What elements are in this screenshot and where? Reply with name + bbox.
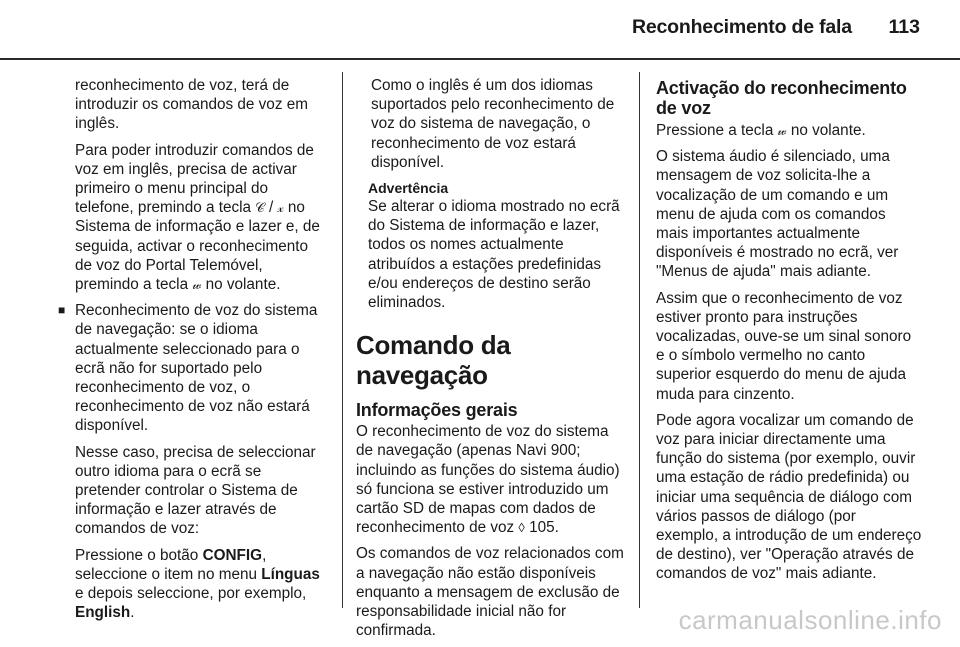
col1-p4-text-b: , seleccione o item no menu xyxy=(75,546,267,583)
col1-p4-text-a: Pressione o botão xyxy=(75,546,203,564)
section-title: Comando da navegação xyxy=(356,330,511,391)
col3-heading: Activação do reconhecimento de voz xyxy=(656,78,907,118)
col2-p2-text: O reconhecimento de voz do sistema de navegação (apenas Navi 900; incluindo as funções do sistema áudio) só funciona se estiver introduzido um cartão SD de mapas com dados de reconhecimento de voz xyxy=(356,423,620,537)
col2-p2-end: . xyxy=(554,519,559,537)
voice-icon: 𝓌 xyxy=(192,277,202,293)
col1-p4-text-c: e depois seleccione, por exemplo, xyxy=(75,585,307,603)
col1-p2-text-b: no Sistema de informação e lazer e, de seguida, activar o reconhecimento de voz do Portal Telemóvel, premindo a tecla xyxy=(75,199,320,294)
bullet-icon: ■ xyxy=(58,303,66,318)
col1-p2-text-c: no volante. xyxy=(201,276,281,294)
column-3 xyxy=(656,78,922,591)
col2-paragraph-2 xyxy=(356,422,626,537)
notice-text: Se alterar o idioma mostrado no ecrã do Sistema de informação e lazer, todos os nomes actualmente atribuídos a estações predefinidas e/ou endereços de destino serão eliminados. xyxy=(368,198,620,312)
col1-paragraph-1: reconhecimento de voz, terá de introduzir os comandos de voz em inglês. xyxy=(75,77,308,133)
column-divider-1 xyxy=(342,72,343,608)
subsection-title: Informações gerais xyxy=(356,400,518,421)
phone-icon: 𝒞 xyxy=(255,200,265,216)
column-divider-2 xyxy=(639,72,640,608)
watermark: carmanualsonline.info xyxy=(678,605,942,635)
page-number: 113 xyxy=(888,16,920,38)
col1-p4-text-d: . xyxy=(130,604,135,622)
col3-paragraph-2: O sistema áudio é silenciado, uma mensagem de voz solicita-lhe a vocalização de um comando e um menu de ajuda com os comandos mais importantes actualmente disponíveis é mostrado no ecrã, ver "Menus de ajuda" mais adiante. xyxy=(656,148,899,281)
hangup-icon: 𝓍 xyxy=(277,200,284,216)
column-2 xyxy=(356,76,626,647)
col3-paragraph-3: Assim que o reconhecimento de voz estiver pronto para instruções vocalizadas, ouve-se um sinal sonoro e o símbolo vermelho no canto superior esquerdo do menu de ajuda muda para cinzento. xyxy=(656,289,912,403)
notice-title: Advertência xyxy=(368,180,449,197)
col1-p2-sep: / xyxy=(264,199,278,217)
col3-p1-text-b: no volante. xyxy=(786,122,866,139)
page-header-title: Reconhecimento de fala xyxy=(632,16,852,38)
header-rule xyxy=(0,58,960,60)
col3-p1-text-a: Pressione a tecla xyxy=(656,122,778,139)
col1-paragraph-3: Nesse caso, precisa de seleccionar outro idioma para o ecrã se pretender controlar o Sistema de informação e lazer através de comandos de voz: xyxy=(75,443,316,538)
col2-paragraph-3: Os comandos de voz relacionados com a navegação não estão disponíveis enquanto a mensagem de exclusão de responsabilidade inicial não for confirmada. xyxy=(356,545,624,640)
col1-paragraph-4 xyxy=(60,546,328,623)
page-reference: 105 xyxy=(529,519,555,537)
column-1 xyxy=(60,76,328,629)
config-button-label: CONFIG xyxy=(202,546,263,564)
col2-paragraph-1: Como o inglês é um dos idiomas suportados pelo reconhecimento de voz do sistema de navegação, o reconhecimento de voz estará disponível. xyxy=(371,77,615,171)
col1-p2-text-a: Para poder introduzir comandos de voz em inglês, precisa de activar primeiro o menu principal do telefone, premindo a tecla xyxy=(75,141,314,217)
page-ref-arrow-icon: ◊ xyxy=(518,520,525,536)
option-english: English xyxy=(75,604,131,622)
bullet-item xyxy=(60,301,328,435)
voice-icon: 𝓌 xyxy=(777,123,787,138)
col3-paragraph-1 xyxy=(656,121,922,140)
menu-item-linguas: Línguas xyxy=(261,565,320,583)
col1-paragraph-2 xyxy=(60,141,328,295)
bullet-text: Reconhecimento de voz do sistema de navegação: se o idioma actualmente seleccionado para o ecrã não for suportado pelo reconhecimento de voz, o reconhecimento de voz não estará disponível. xyxy=(75,302,318,435)
col3-paragraph-4: Pode agora vocalizar um comando de voz para iniciar directamente uma função do sistema (por exemplo, ouvir uma estação de rádio predefinida) ou iniciar uma sequência de diálogo com vários passos de diálogo (por exemplo, a introdução de um endereço de destino), ver "Operação através de comandos de voz" mais adiante. xyxy=(656,411,922,583)
